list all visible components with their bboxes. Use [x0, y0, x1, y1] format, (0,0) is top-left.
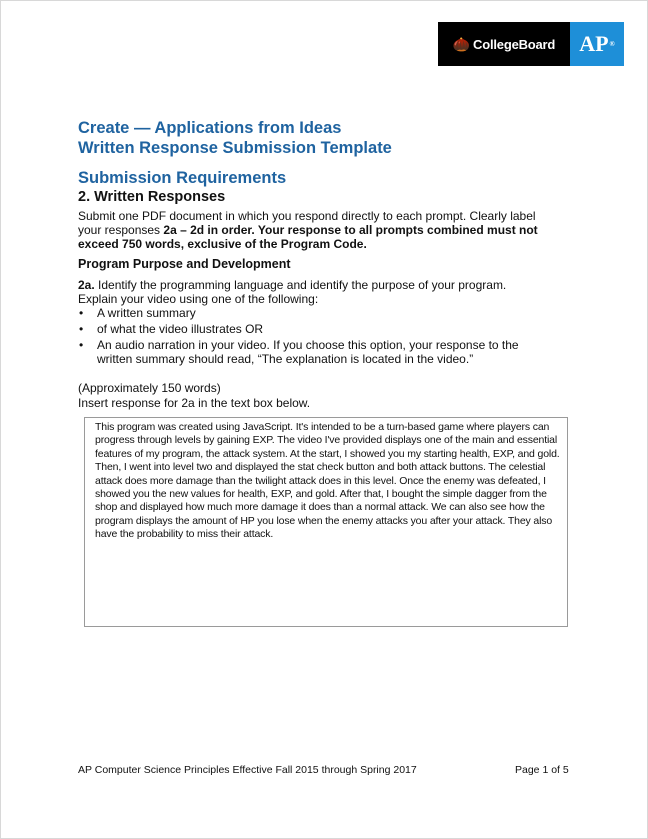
- collegeboard-logo: [438, 22, 570, 66]
- written-responses-heading: 2. Written Responses: [78, 189, 226, 205]
- list-item-text: of what the video illustrates OR: [97, 322, 264, 336]
- list-item: [78, 338, 548, 366]
- prompt-options-list: [78, 306, 548, 368]
- acorn-icon: 🌰: [452, 35, 471, 52]
- registered-mark: ®: [609, 40, 615, 48]
- response-2a-textbox[interactable]: [84, 417, 568, 627]
- ap-logo: [570, 22, 624, 66]
- title-line-1: Create — Applications from Ideas: [78, 119, 342, 137]
- intro-text: Submit one PDF document in which you respond directly to each prompt. Clearly label your responses: [78, 209, 536, 237]
- bullet-icon: •: [79, 306, 84, 320]
- word-count-note: (Approximately 150 words): [78, 381, 221, 395]
- submission-requirements-heading: Submission Requirements: [78, 169, 287, 187]
- intro-bold-text: 2a – 2d in order. Your response to all prompts combined must not exceed 750 words, exclusive of the Program Code.: [78, 223, 538, 251]
- footer-page-number: Page 1 of 5: [515, 764, 569, 776]
- list-item: [78, 322, 548, 336]
- program-purpose-heading: Program Purpose and Development: [78, 257, 291, 271]
- bullet-icon: •: [79, 322, 84, 336]
- bullet-icon: •: [79, 338, 84, 352]
- prompt-2a-label: 2a.: [78, 278, 95, 292]
- list-item-text: An audio narration in your video. If you choose this option, your response to the written summary should read, “The explanation is located in the video.”: [97, 338, 519, 366]
- list-item: [78, 306, 548, 320]
- ap-wordmark: AP: [579, 31, 609, 56]
- list-item-text: A written summary: [97, 306, 196, 320]
- title-line-2: Written Response Submission Template: [78, 139, 392, 157]
- insert-instruction: Insert response for 2a in the text box below.: [78, 396, 311, 410]
- response-2a-text: This program was created using JavaScript. It's intended to be a turn-based game where players can progress through levels by gaining EXP. The video I've provided displays one of the main and essential features of my program, the attack system. At the start, I showed you my starting health, EXP, and gold. Then, I went into level two and displayed the stat check button and both attack buttons. The celestial attack does more damage than the twilight attack does in this level. Once the enemy was defeated, I showed you the new values for health, EXP, and gold. After that, I bought the simple dagger from the shop and displayed how much more damage it does than a normal attack. We can also see how the program displays the amount of HP you lose when the enemy attacks you after your attack. They also have the probability to miss their attack.: [95, 421, 560, 541]
- collegeboard-ap-logo: [438, 22, 624, 66]
- prompt-2a-text: Identify the programming language and identify the purpose of your program. Explain your video using one of the following:: [78, 278, 507, 306]
- collegeboard-wordmark: CollegeBoard: [473, 36, 556, 52]
- prompt-2a: [78, 278, 548, 306]
- footer-course-info: AP Computer Science Principles Effective Fall 2015 through Spring 2017: [78, 764, 417, 776]
- document-title: [78, 118, 392, 158]
- intro-paragraph: [78, 209, 548, 251]
